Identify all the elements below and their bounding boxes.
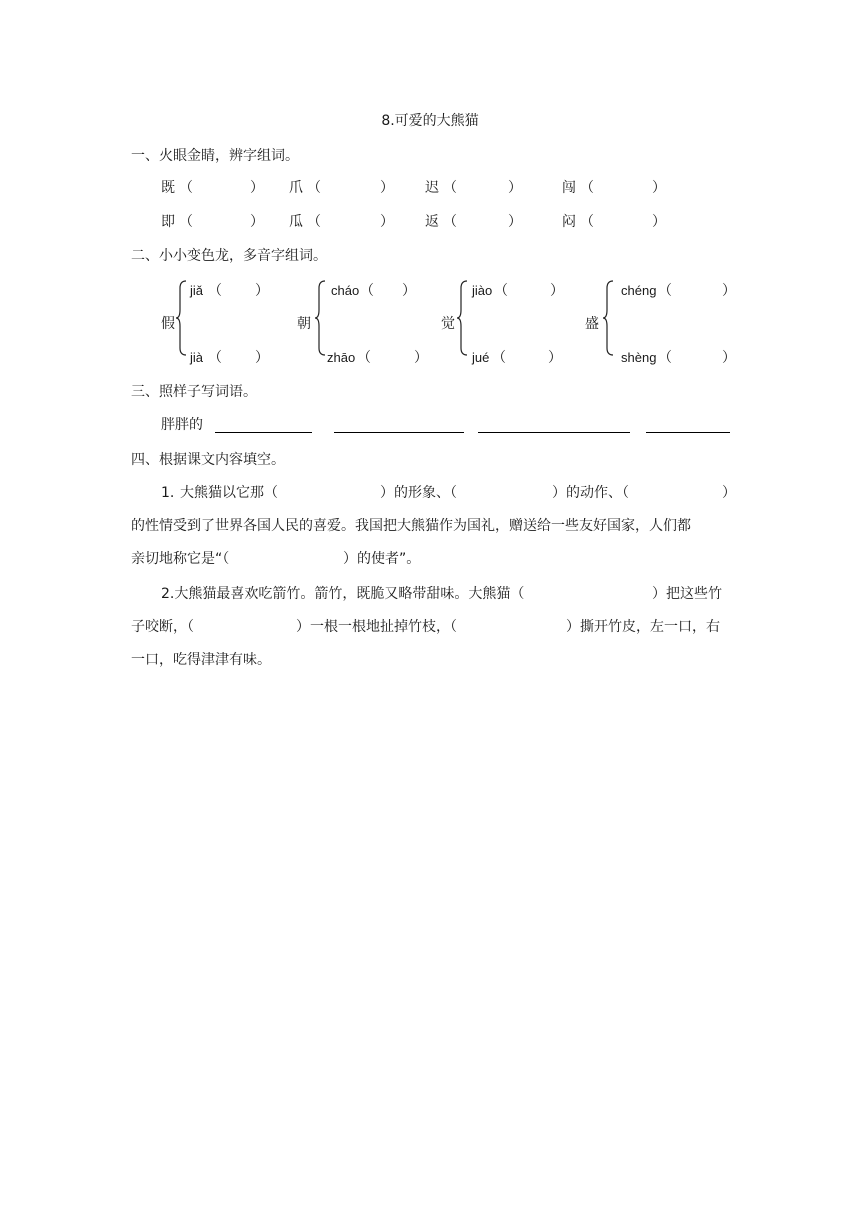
answer-line-4[interactable]	[646, 432, 730, 433]
s1-r2-char-3: 返	[425, 214, 439, 230]
q1-text-3: ）的动作、（	[552, 485, 629, 501]
s1-r2-open-4: （	[580, 214, 594, 230]
q1-text-6: 亲切地称它是“（	[131, 551, 230, 567]
s2-open-top-4: （	[658, 283, 672, 299]
q1-text-5: 的性情受到了世界各国人民的喜爱。我国把大熊猫作为国礼，赠送给一些友好国家，人们都	[131, 518, 691, 534]
q1-text-4: ）	[722, 485, 736, 501]
s2-open-bottom-3: （	[492, 350, 506, 366]
s2-pinyin-bottom-2: zhāo	[327, 350, 356, 365]
q2-text-3: 子咬断，（	[131, 619, 194, 635]
q1-number: 1.	[161, 485, 175, 501]
s2-close-top-3: ）	[550, 283, 564, 299]
s1-r1-open-2: （	[307, 180, 321, 196]
s2-open-bottom-1: （	[208, 350, 222, 366]
answer-line-1[interactable]	[215, 432, 312, 433]
s1-r1-open-4: （	[580, 180, 594, 196]
s2-open-bottom-2: （	[357, 350, 371, 366]
s1-r2-open-2: （	[307, 214, 321, 230]
s1-r2-close-2: ）	[380, 214, 394, 230]
s1-r1-char-4: 闯	[562, 180, 576, 196]
q1-text-1: 大熊猫以它那（	[180, 485, 278, 501]
s2-close-bottom-4: ）	[722, 350, 736, 366]
s2-close-top-4: ）	[722, 283, 736, 299]
page-title: 8.可爱的大熊猫	[381, 113, 479, 129]
s2-close-bottom-1: ）	[255, 350, 269, 366]
s1-r1-close-1: ）	[250, 180, 264, 196]
s2-open-bottom-4: （	[658, 350, 672, 366]
brace-icon	[603, 280, 615, 356]
answer-line-3[interactable]	[478, 432, 630, 433]
s2-pinyin-bottom-3: jué	[472, 350, 490, 365]
q2-text-1: 2.大熊猫最喜欢吃箭竹。箭竹，既脆又略带甜味。大熊猫（	[161, 586, 525, 602]
s1-r2-char-4: 闷	[562, 214, 576, 230]
q1-text-2: ）的形象、（	[380, 485, 457, 501]
s1-r1-close-2: ）	[380, 180, 394, 196]
s2-close-top-1: ）	[255, 283, 269, 299]
s1-r1-open-1: （	[179, 180, 193, 196]
s3-example: 胖胖的	[161, 417, 203, 433]
section2-heading: 二、小小变色龙，多音字组词。	[131, 248, 327, 264]
s1-r1-open-3: （	[443, 180, 457, 196]
s2-char-4: 盛	[585, 316, 599, 332]
s1-r1-char-3: 迟	[425, 180, 439, 196]
q2-text-2: ）把这些竹	[652, 586, 722, 602]
s2-close-bottom-2: ）	[414, 350, 428, 366]
s2-char-1: 假	[161, 316, 175, 332]
s2-pinyin-top-4: chéng	[621, 283, 657, 298]
s1-r2-char-2: 瓜	[289, 214, 303, 230]
s1-r2-open-1: （	[179, 214, 193, 230]
s2-pinyin-top-3: jiào	[472, 283, 493, 298]
section4-heading: 四、根据课文内容填空。	[131, 452, 285, 468]
s1-r2-close-4: ）	[652, 214, 666, 230]
section1-heading: 一、火眼金睛，辨字组词。	[131, 148, 299, 164]
s2-close-bottom-3: ）	[548, 350, 562, 366]
q2-text-6: 一口，吃得津津有味。	[131, 652, 271, 668]
s1-r2-char-1: 即	[161, 214, 175, 230]
q2-text-4: ）一根一根地扯掉竹枝，（	[296, 619, 457, 635]
q2-text-5: ）撕开竹皮，左一口，右	[566, 619, 720, 635]
brace-icon	[176, 280, 188, 356]
s2-pinyin-top-1: jiǎ	[190, 283, 204, 298]
s1-r2-close-1: ）	[250, 214, 264, 230]
s2-char-3: 觉	[441, 316, 455, 332]
brace-icon	[315, 280, 327, 356]
q1-text-7: ）的使者”。	[343, 551, 421, 567]
s2-pinyin-top-2: cháo	[331, 283, 360, 298]
answer-line-2[interactable]	[334, 432, 464, 433]
s2-open-top-2: （	[360, 283, 374, 299]
s2-pinyin-bottom-4: shèng	[621, 350, 657, 365]
brace-icon	[457, 280, 469, 356]
s2-close-top-2: ）	[402, 283, 416, 299]
section3-heading: 三、照样子写词语。	[131, 384, 257, 400]
s1-r1-close-3: ）	[508, 180, 522, 196]
s2-open-top-1: （	[208, 283, 222, 299]
s2-pinyin-bottom-1: jià	[190, 350, 204, 365]
s1-r1-char-2: 爪	[289, 180, 303, 196]
s1-r2-open-3: （	[443, 214, 457, 230]
s1-r1-char-1: 既	[161, 180, 175, 196]
s2-char-2: 朝	[297, 316, 311, 332]
s1-r2-close-3: ）	[508, 214, 522, 230]
s2-open-top-3: （	[494, 283, 508, 299]
s1-r1-close-4: ）	[652, 180, 666, 196]
